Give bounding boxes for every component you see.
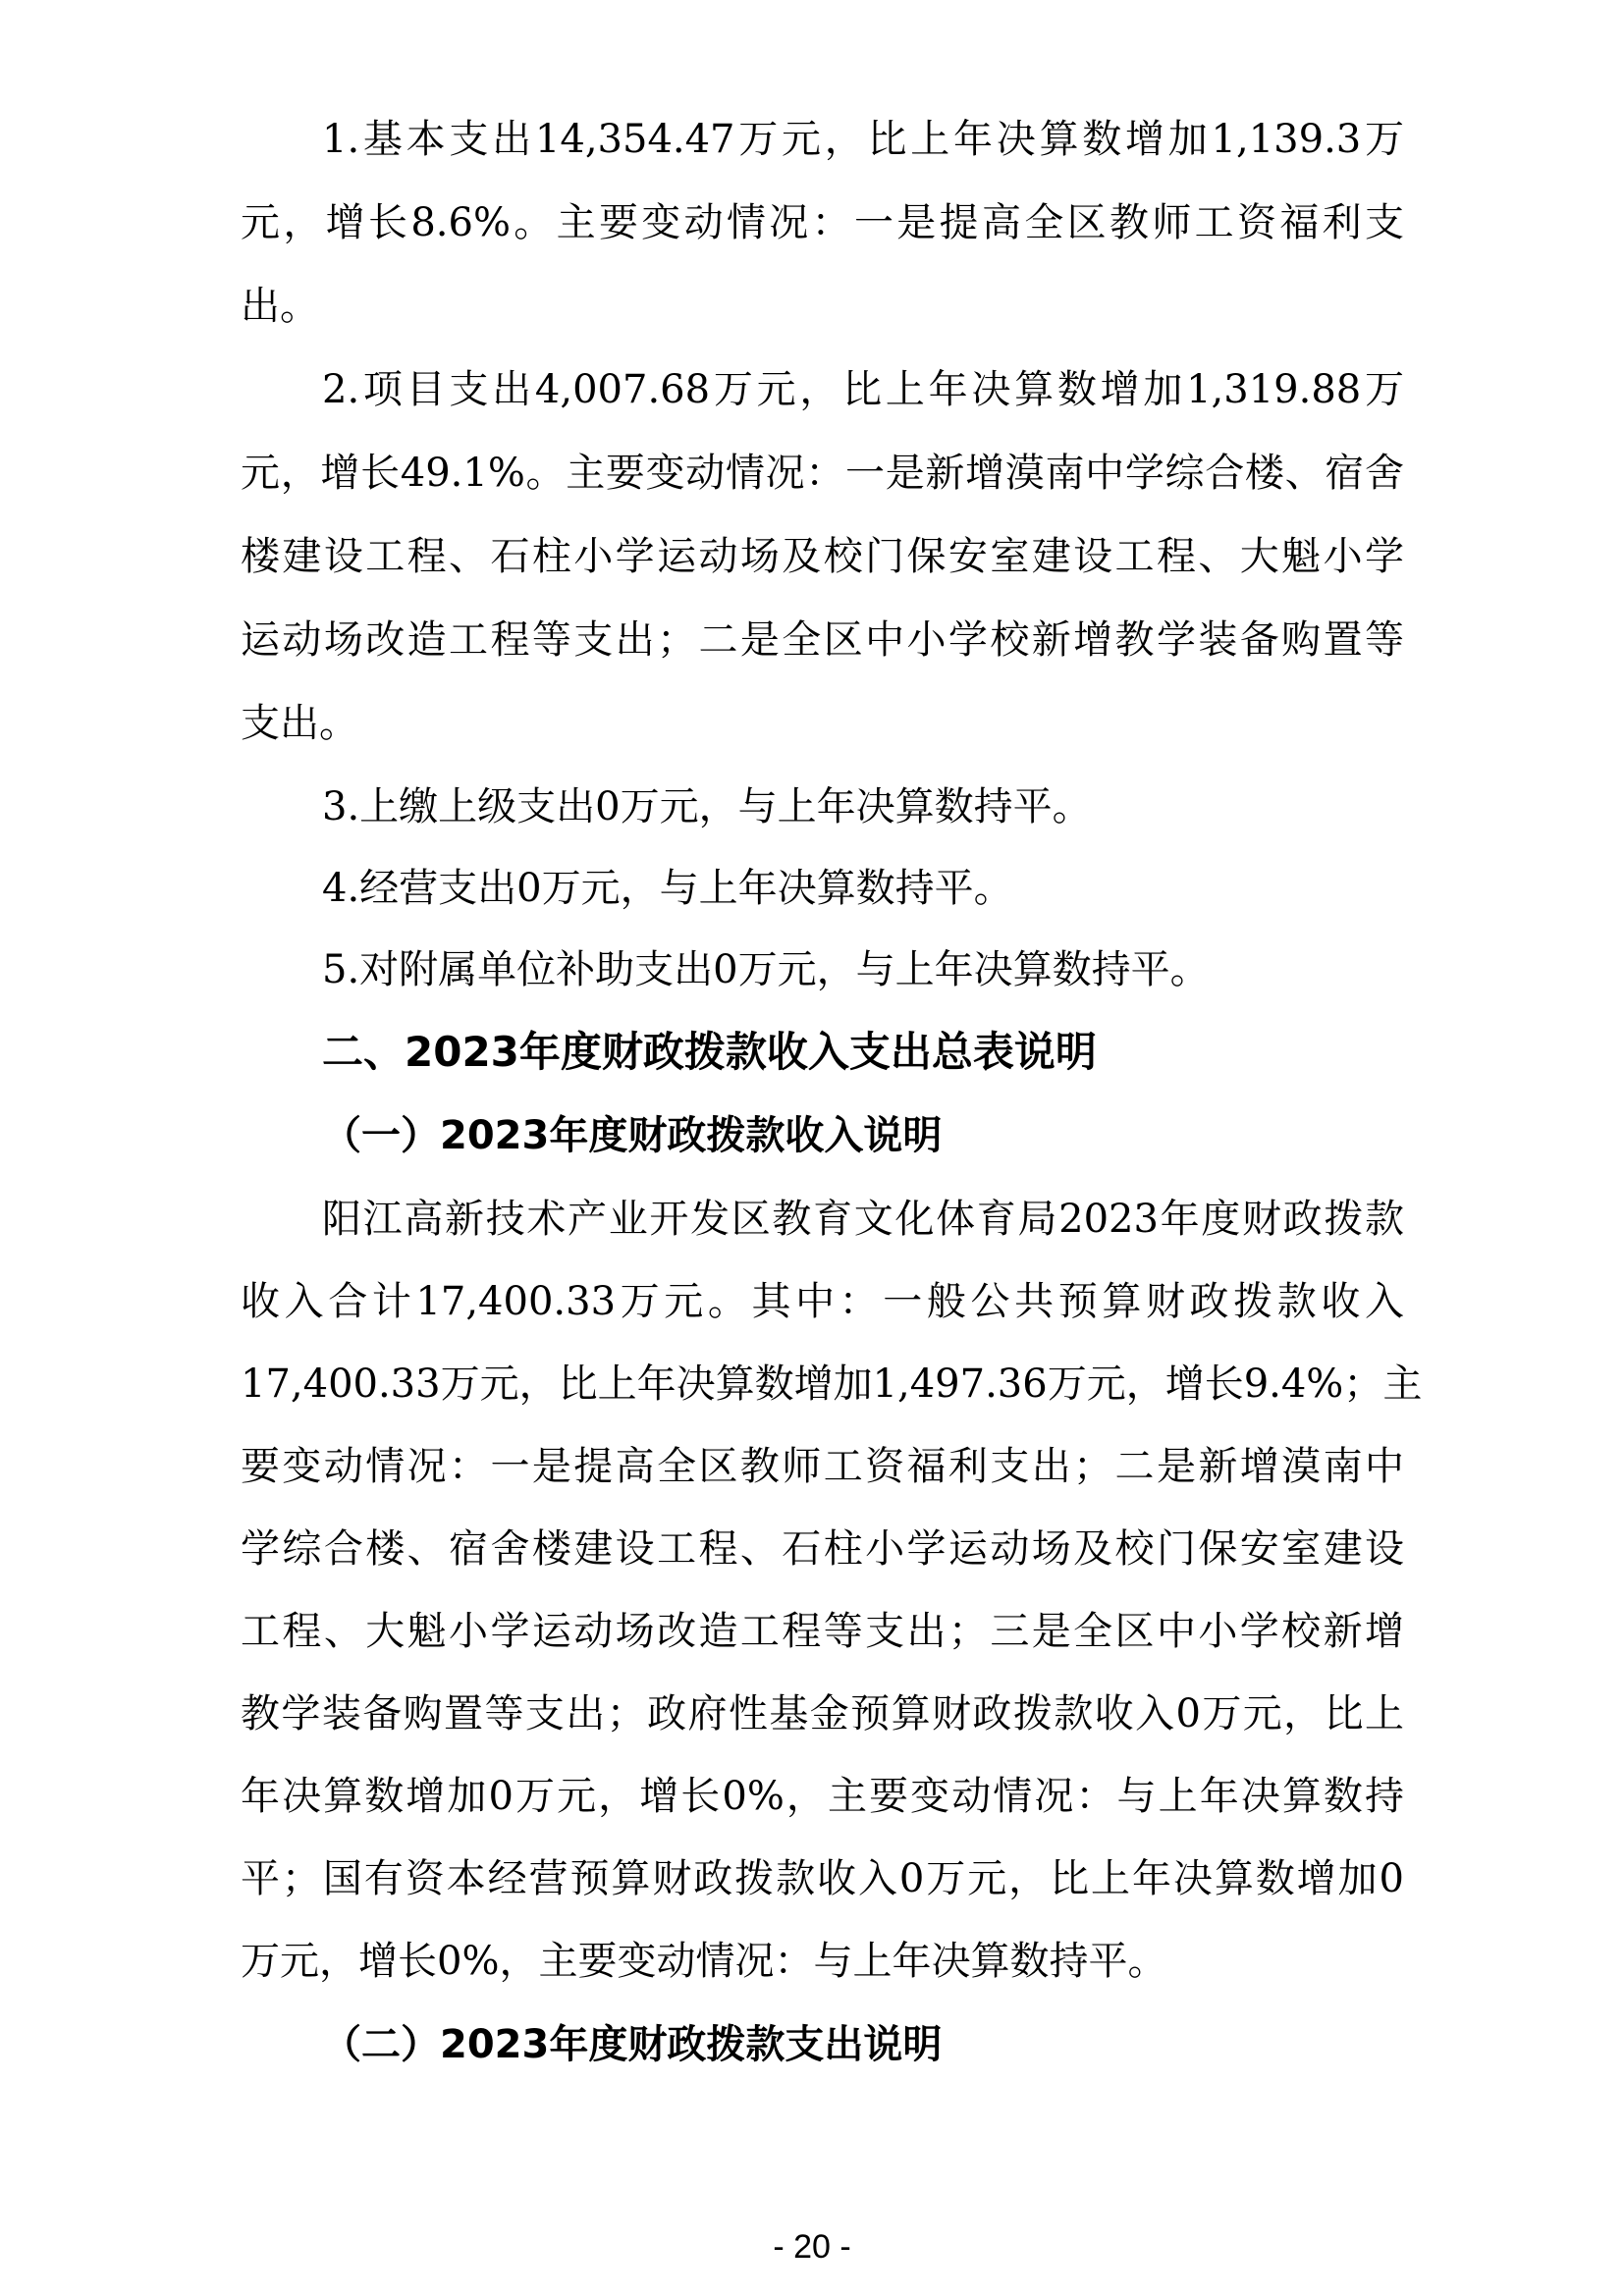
paragraph-line: 元，增长49.1%。主要变动情况：一是新增漠南中学综合楼、宿舍 <box>241 451 1404 496</box>
paragraph-line: 出。 <box>241 284 319 329</box>
section-heading: 二、2023年度财政拨款收入支出总表说明 <box>322 1028 1097 1076</box>
paragraph-line: 学综合楼、宿舍楼建设工程、石柱小学运动场及校门保安室建设 <box>241 1526 1404 1572</box>
paragraph-line: 教学装备购置等支出；政府性基金预算财政拨款收入0万元，比上 <box>241 1691 1404 1736</box>
paragraph-line: 阳江高新技术产业开发区教育文化体育局2023年度财政拨款 <box>322 1197 1404 1242</box>
paragraph-line: 2.项目支出4,007.68万元，比上年决算数增加1,319.88万 <box>322 367 1404 412</box>
paragraph-line: 支出。 <box>241 701 358 746</box>
paragraph-line: 要变动情况：一是提高全区教师工资福利支出；二是新增漠南中 <box>241 1444 1404 1489</box>
paragraph-line: 年决算数增加0万元，增长0%，主要变动情况：与上年决算数持 <box>241 1774 1404 1819</box>
paragraph-line: 3.上缴上级支出0万元，与上年决算数持平。 <box>322 784 1092 829</box>
paragraph-line: 万元，增长0%，主要变动情况：与上年决算数持平。 <box>241 1939 1167 1984</box>
paragraph-line: 运动场改造工程等支出；二是全区中小学校新增教学装备购置等 <box>241 617 1404 663</box>
subsection-heading: （二）2023年度财政拨款支出说明 <box>322 2022 943 2067</box>
paragraph-line: 1.基本支出14,354.47万元，比上年决算数增加1,139.3万 <box>322 117 1404 162</box>
paragraph-line: 楼建设工程、石柱小学运动场及校门保安室建设工程、大魁小学 <box>241 534 1404 579</box>
paragraph-line: 5.对附属单位补助支出0万元，与上年决算数持平。 <box>322 947 1210 992</box>
page-number: - 20 - <box>773 2228 851 2266</box>
paragraph-line: 工程、大魁小学运动场改造工程等支出；三是全区中小学校新增 <box>241 1609 1404 1654</box>
paragraph-line: 4.经营支出0万元，与上年决算数持平。 <box>322 866 1013 911</box>
paragraph-line: 17,400.33万元，比上年决算数增加1,497.36万元，增长9.4%；主 <box>241 1362 1423 1407</box>
paragraph-line: 元，增长8.6%。主要变动情况：一是提高全区教师工资福利支 <box>241 200 1404 245</box>
subsection-heading: （一）2023年度财政拨款收入说明 <box>322 1113 943 1158</box>
paragraph-line: 平；国有资本经营预算财政拨款收入0万元，比上年决算数增加0 <box>241 1856 1404 1901</box>
paragraph-line: 收入合计17,400.33万元。其中：一般公共预算财政拨款收入 <box>241 1279 1404 1324</box>
